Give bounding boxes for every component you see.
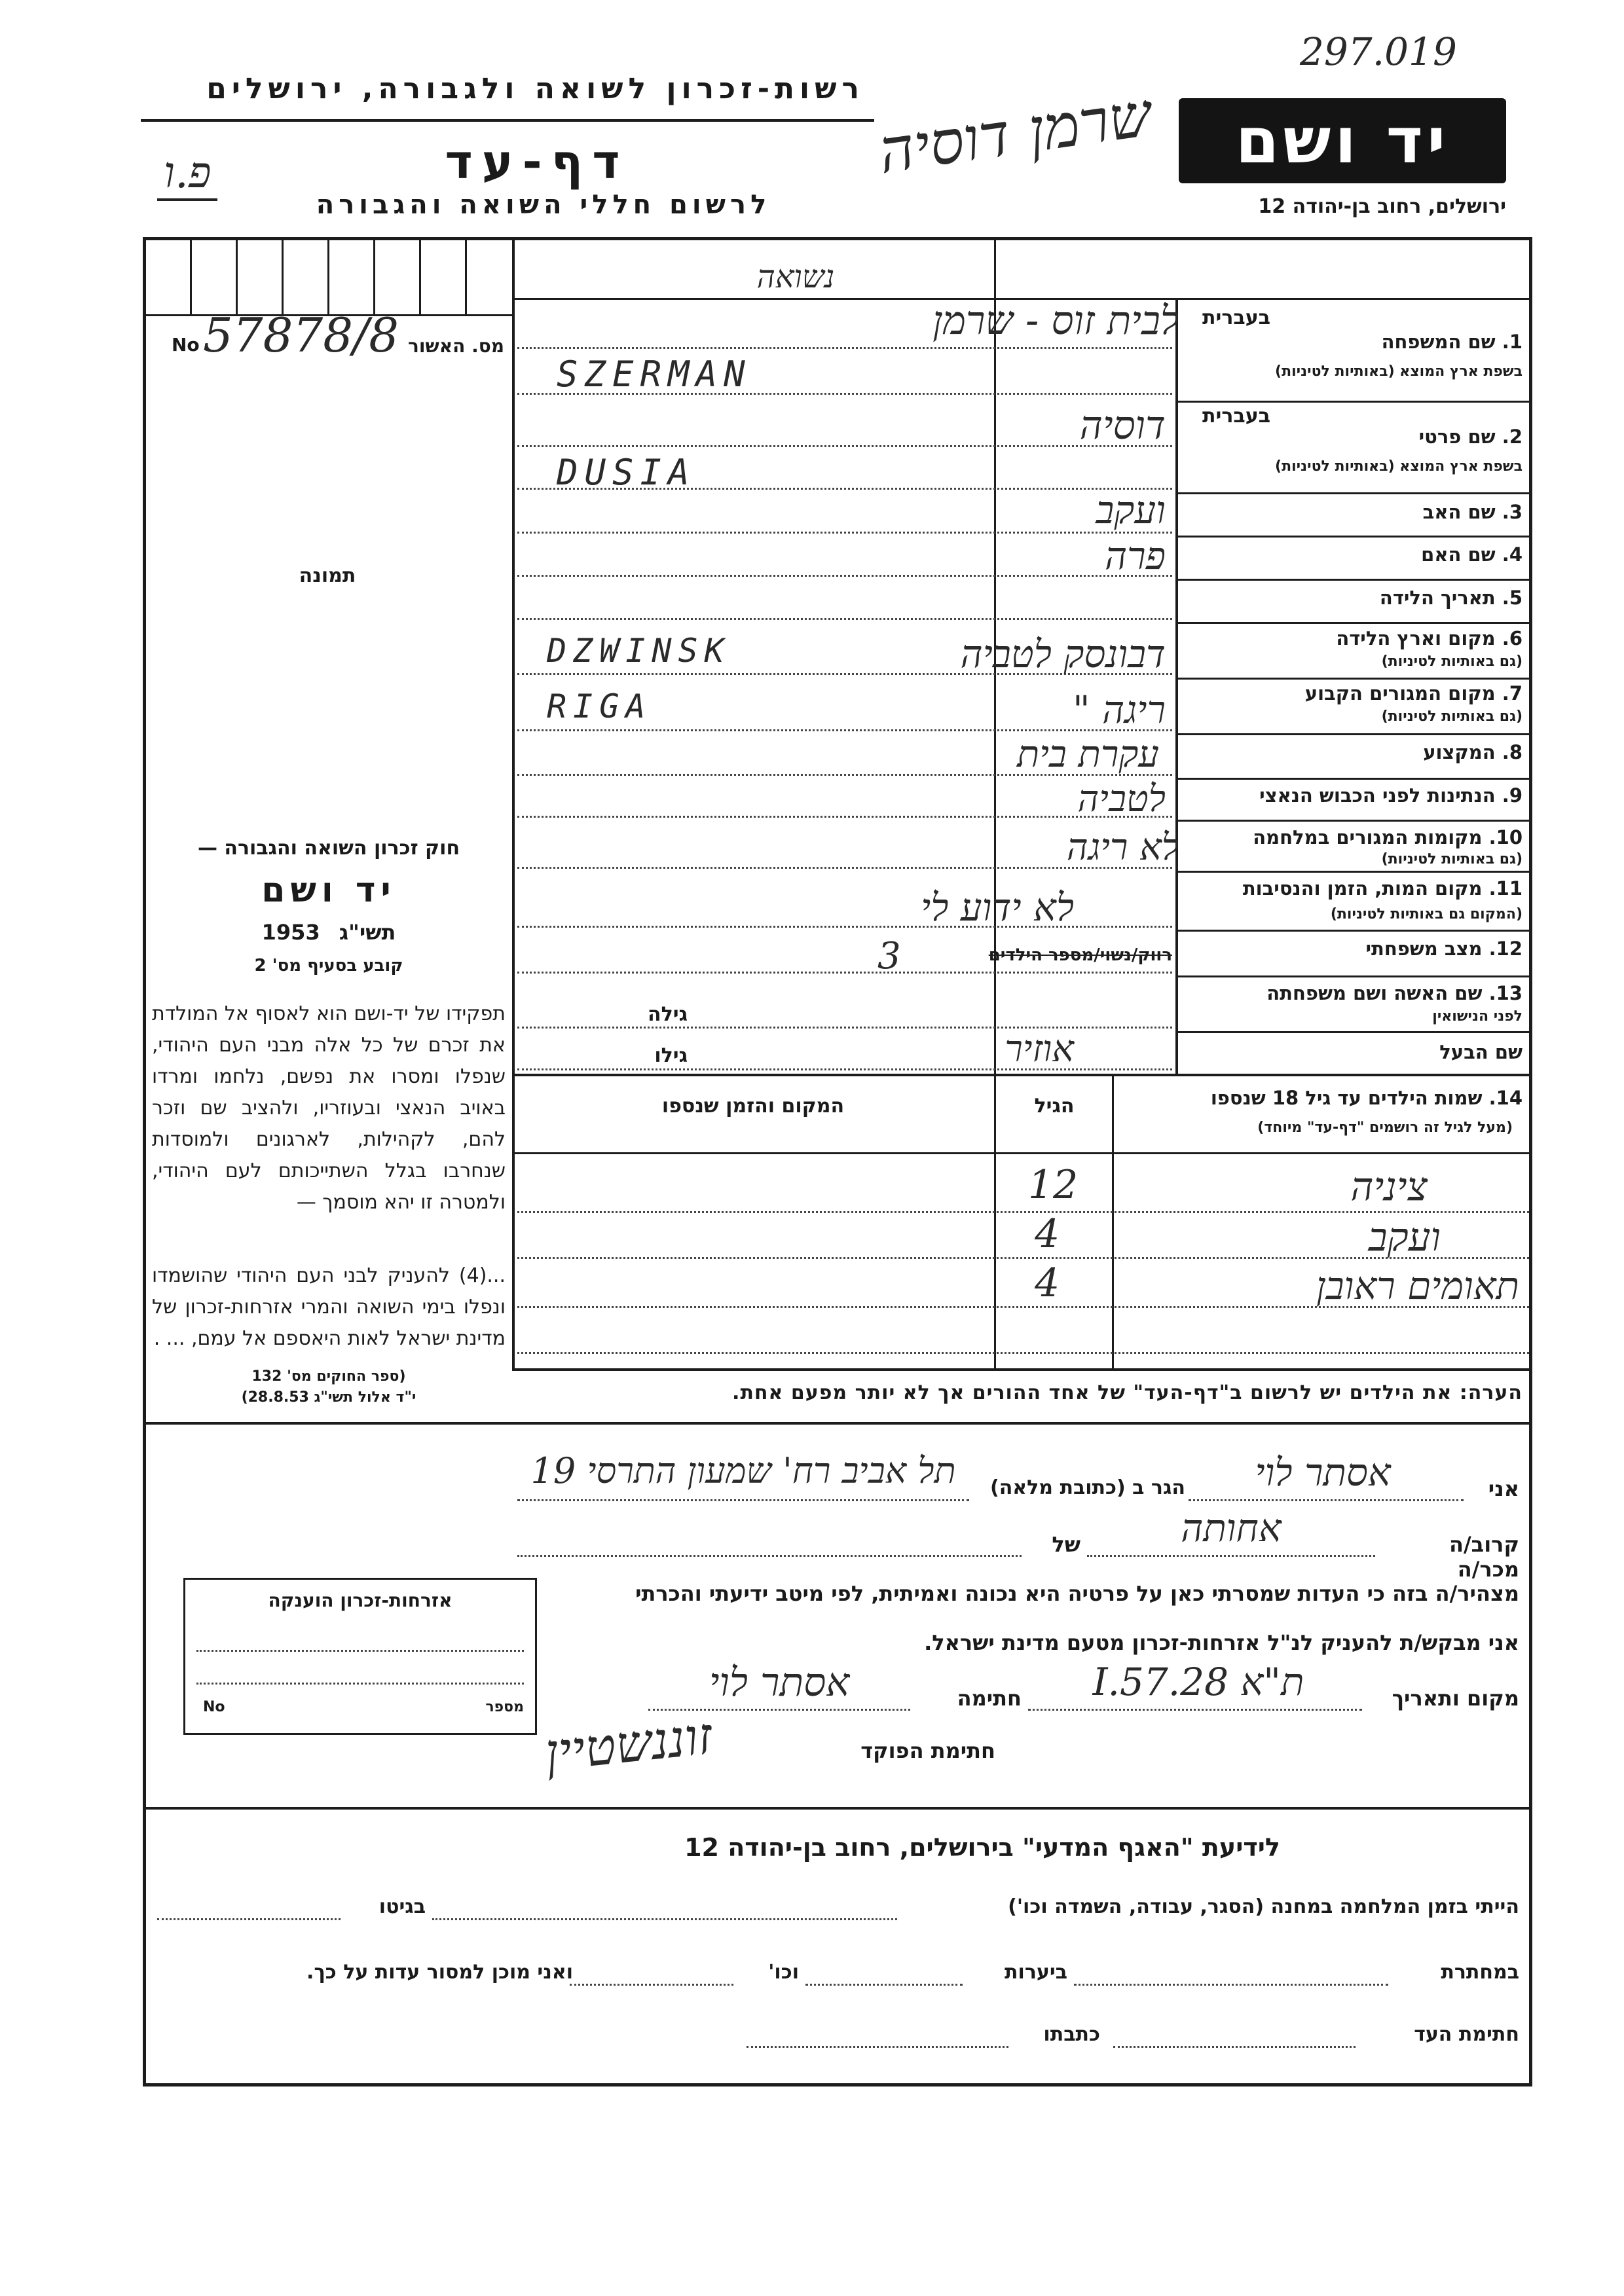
field-11-label	[1242, 877, 1522, 900]
footer-ghetto-label: בגיטו	[378, 1895, 426, 1918]
law-year-hebrew: תשי"ג	[339, 920, 396, 945]
photo-slot-divider	[327, 237, 329, 316]
row-separator	[1175, 492, 1532, 494]
children-row-line	[517, 1211, 1529, 1213]
handwritten-header-name: שרמן דוסיה	[874, 79, 1156, 187]
decl-name-line	[1189, 1499, 1464, 1501]
law-year-number: 1953	[261, 920, 320, 945]
field-13-sub: לפני הנישואין	[1432, 1008, 1522, 1025]
photo-slot-divider	[282, 237, 284, 316]
header-rule	[141, 119, 874, 122]
decl-name-value: אסתר לוי	[1255, 1450, 1391, 1495]
field-10-sub: (גם באותיות לטיניות)	[1381, 851, 1522, 867]
law-name: יד ושם	[261, 871, 396, 910]
field-12-name: מצב משפחתי	[1365, 938, 1483, 960]
field-6-value-hebrew: דבונסק לטביה	[960, 632, 1166, 676]
field-4-value: פרה	[1105, 534, 1166, 578]
photo-slot-divider	[419, 237, 421, 316]
photo-slot-divider	[190, 237, 192, 316]
field-11-number: 11.	[1488, 877, 1522, 900]
reg-number-prefix: No	[172, 334, 200, 355]
field-9-number: 9.	[1502, 784, 1522, 807]
row-separator	[1175, 536, 1532, 538]
photo-slot-divider	[236, 237, 238, 316]
footer-witness-sig-line	[1113, 2046, 1356, 2048]
field-4-number: 4.	[1502, 543, 1522, 566]
decl-signature-value: אסתר לוי	[709, 1660, 850, 1705]
field-2-value-latin: DUSIA	[557, 452, 696, 493]
law-title: חוק זכרון השואה והגבורה —	[197, 837, 460, 860]
note-bottom	[143, 1422, 1532, 1425]
field-12-number: 12.	[1488, 938, 1522, 960]
decl-address-line	[517, 1499, 969, 1501]
decl-residing-label: הגר ב (כתובת מלאה)	[989, 1476, 1185, 1499]
law-text: תפקידו של יד-ושם הוא לאסוף אל המולדת את זכרם של כל אלה מבני העם היהודי, שנפלו ומסרו את נפשם, נלחמו ומרדו באויב הנאצי ובעוזריו, ולהציב שם וזכר להם, לקהילות, לארגונים ולמוסדות שנחרבו בגלל השתייכותם לעם היהודי, ולמטרה זו יהא מוסמך —	[152, 1002, 506, 1214]
children-number: 14.	[1488, 1087, 1522, 1109]
decl-relation-line	[1087, 1555, 1375, 1557]
footer-etc-label: וכו'	[768, 1961, 799, 1984]
citizenship-number-label: מספר	[485, 1699, 524, 1715]
row-separator	[1175, 678, 1532, 680]
field-1-hebrew-tag: בעברית	[1202, 306, 1270, 329]
field-3-number: 3.	[1502, 501, 1522, 523]
field-2-hebrew-tag: בעברית	[1202, 405, 1270, 428]
form-subtitle: לרשום חללי השואה והגבורה	[316, 190, 771, 220]
photo-label: תמונה	[299, 564, 356, 587]
children-col-divider	[994, 1074, 996, 1368]
value-line	[517, 1027, 1172, 1029]
field-7-value-hebrew: ריגה "	[1073, 687, 1166, 732]
value-line	[517, 347, 1172, 349]
field-2-label	[1283, 426, 1522, 448]
law-source: (ספר החוקים מס' 132	[251, 1368, 406, 1385]
field-2-name: שם פרטי	[1418, 426, 1496, 448]
label-column-divider	[1175, 298, 1178, 1074]
citizenship-line	[196, 1683, 524, 1685]
children-col-place: המקום והזמן שנספו	[661, 1095, 845, 1118]
row-separator	[1175, 401, 1532, 403]
field-4-name: שם האם	[1421, 543, 1496, 566]
children-col-age: הגיל	[1034, 1095, 1075, 1118]
row-separator	[1175, 579, 1532, 581]
officer-signature: זוננשטיין	[542, 1706, 715, 1783]
husband-age-label: גילו	[654, 1044, 688, 1067]
logo-text: יד ושם	[1235, 104, 1450, 177]
field-10-number: 10.	[1488, 826, 1522, 848]
children-label	[1120, 1087, 1522, 1109]
field-13-label	[1266, 982, 1522, 1004]
field-13-name: שם האשה ושם משפחתה	[1266, 982, 1483, 1004]
handwritten-code: פ.ו	[157, 147, 217, 201]
note-text: הערה: את הילדים יש לרשום ב"דף-העד" של אחד ההורים אך לא יותר מפעם אחת.	[732, 1381, 1522, 1404]
field-7-number: 7.	[1502, 682, 1522, 704]
child-3-age: 4	[1035, 1260, 1060, 1306]
child-1-name: ציניה	[1350, 1164, 1428, 1210]
field-7-sub: (גם באותיות לטיניות)	[1381, 708, 1522, 725]
citizenship-no: No	[203, 1699, 225, 1715]
field-1-name: שם המשפחה	[1381, 331, 1496, 353]
child-1-age: 12	[1028, 1162, 1079, 1208]
decl-relation-value: אחותה	[1181, 1506, 1282, 1550]
field-5-name: תאריך הלידה	[1379, 587, 1496, 609]
footer-ready-text: ואני מוכן למסור עדות על כך.	[306, 1961, 573, 1984]
field-8-number: 8.	[1502, 741, 1522, 763]
archive-number: 297.019	[1300, 29, 1457, 74]
value-line	[517, 972, 1172, 974]
husband-value: אוזיר	[1005, 1028, 1074, 1070]
wife-age-label: גילה	[648, 1003, 688, 1026]
decl-statement-2: אני מבקש/ת להעניק לנ"ל אזרחות-זכרון מטעם מדינת ישראל.	[924, 1630, 1519, 1655]
field-10-label	[1253, 826, 1522, 848]
child-2-name: ועקב	[1368, 1214, 1441, 1260]
footer-ghetto-line	[157, 1918, 341, 1920]
photo-slot-divider	[373, 237, 375, 316]
field-4-label	[1283, 543, 1522, 566]
law-year	[149, 920, 508, 945]
footer-underground-line	[1074, 1984, 1388, 1986]
field-1-value-latin: SZERMAN	[557, 354, 752, 395]
children-bottom	[512, 1368, 1532, 1371]
decl-place-date-value: ת"א 28.I.57	[1092, 1660, 1304, 1704]
form-title: דף-עד	[445, 134, 629, 189]
row-separator	[1175, 871, 1532, 873]
yad-vashem-logo	[1179, 98, 1506, 183]
field-10-name: מקומות המגורים במלחמה	[1253, 826, 1483, 848]
footer-separator	[143, 1807, 1532, 1810]
footer-underground-label: במחתרת	[1441, 1961, 1519, 1984]
decl-of-label: של	[1052, 1532, 1080, 1557]
field-11-value: לא ידוע לי	[921, 885, 1074, 930]
footer-forest-label: ביערות	[1005, 1961, 1067, 1984]
left-column-divider	[512, 237, 515, 1370]
value-line	[517, 618, 1172, 620]
children-title: שמות הילדים עד גיל 18 שנספו	[1210, 1087, 1483, 1109]
field-2-value-hebrew: דוסיה	[1079, 403, 1166, 448]
row-separator	[1175, 778, 1532, 780]
authority-name: רשות-זכרון לשואה ולגבורה, ירושלים	[206, 72, 864, 105]
footer-etc-line	[570, 1984, 733, 1986]
footer-address-label: כתבתו	[1043, 2023, 1100, 2046]
row-separator	[1175, 975, 1532, 977]
field-6-sub: (גם באותיות לטיניות)	[1381, 653, 1522, 670]
children-row-line	[517, 1352, 1529, 1354]
row-separator	[1175, 930, 1532, 932]
reg-number-label: מס. האשור	[408, 335, 504, 357]
field-2-number: 2.	[1502, 426, 1522, 448]
row-separator	[1175, 622, 1532, 624]
field-8-label	[1283, 741, 1522, 763]
officer-label: חתימת הפוקד	[860, 1738, 995, 1763]
field-9-name: הנתינות לפני הכבוש הנאצי	[1259, 784, 1496, 807]
field-7-name: מקום המגורים הקבוע	[1304, 682, 1496, 704]
field-3-label	[1283, 501, 1522, 523]
row-separator	[1175, 820, 1532, 822]
field-9-label	[1259, 784, 1522, 807]
law-clause: קובע בסעיף מס' 2	[254, 956, 403, 975]
field-6-value-latin: DZWINSK	[547, 632, 731, 670]
decl-relation-label: קרוב/ה מכר/ה	[1449, 1532, 1519, 1582]
citizenship-title: אזרחות-זכרון הוענקה	[268, 1590, 452, 1611]
field-5-label	[1283, 587, 1522, 609]
field-1-sub: בשפת ארץ המוצא (באותיות לטיניות)	[1275, 363, 1522, 380]
field-1-label	[1283, 331, 1522, 353]
field-3-name: שם האב	[1422, 501, 1496, 523]
field-3-value: ועקב	[1096, 488, 1166, 532]
footer-forest-line	[805, 1984, 963, 1986]
field-1-value-hebrew: לבית זוס - שרמן	[932, 298, 1179, 344]
decl-signature-label: חתימה	[957, 1686, 1022, 1711]
decl-address-value: תל אביב רח' שמעון התרסי 19	[530, 1450, 956, 1491]
decl-statement-1: מצהיר/ה בזה כי העדות שמסרתי כאן על פרטיה היא נכונה ואמיתית, לפי מיטב ידיעתי והכרתי	[635, 1581, 1519, 1606]
row-separator	[512, 1074, 1532, 1076]
field-11-sub: (המקום גם באותיות לטיניות)	[1330, 906, 1522, 922]
field-12-label	[1283, 938, 1522, 960]
field-13-number: 13.	[1488, 982, 1522, 1004]
law-source-date: י"ד אלול תשי"ג 28.8.53)	[241, 1389, 416, 1406]
field-9-value: לטביה	[1077, 778, 1166, 820]
child-3-name: תאומים ראובן	[1316, 1264, 1519, 1308]
field-11-name: מקום המות, הזמן והנסיבות	[1242, 877, 1483, 900]
marital-options: רווק/נשוי/מספר הילדים	[988, 945, 1172, 965]
address: ירושלים, רחוב בן-יהודה 12	[1258, 195, 1506, 218]
field-6-number: 6.	[1502, 627, 1522, 649]
field-1-number: 1.	[1502, 331, 1522, 353]
footer-camp-label: הייתי בזמן המלחמה במחנה (הסגר, עבודה, השמדה וכו')	[1008, 1895, 1519, 1918]
field-2-sub: בשפת ארץ המוצא (באותיות לטיניות)	[1275, 458, 1522, 475]
photo-slot-divider	[465, 237, 467, 316]
field-6-label	[1283, 627, 1522, 649]
children-col-divider	[1112, 1074, 1114, 1368]
reg-number-value: 57878/8	[203, 308, 399, 363]
footer-address-line	[747, 2046, 1008, 2048]
footer-camp-line	[432, 1918, 897, 1920]
decl-place-date-line	[1028, 1709, 1362, 1711]
law-text-clause: ...(4) להעניק לבני העם היהודי שהושמדו ונפלו בימי השואה והמרי אזרחות-זכרון של מדינת ישראל לאות היאספם אל עמם, ... .	[152, 1264, 506, 1350]
field-7-value-latin: RIGA	[547, 687, 652, 725]
field-10-value: לא ריגה	[1066, 826, 1179, 869]
decl-place-date-label: מקום ותאריך	[1392, 1686, 1519, 1711]
field-1-note: נשואה	[756, 259, 835, 295]
footer-title: לידיעת "האגף המדעי" בירושלים, רחוב בן-יהודה 12	[684, 1833, 1280, 1862]
field-6-name: מקום וארץ הלידה	[1336, 627, 1496, 649]
footer-witness-sig-label: חתימת העד	[1414, 2023, 1519, 2046]
children-sub: (מעל לגיל זה רושמים "דף-עד" מיוחד)	[1257, 1120, 1513, 1136]
marital-children-count: 3	[877, 935, 901, 977]
value-line	[517, 1068, 1172, 1070]
decl-i-label: אני	[1488, 1476, 1519, 1501]
field-7-label	[1283, 682, 1522, 704]
row-separator	[1175, 733, 1532, 735]
children-header-bottom	[512, 1152, 1532, 1154]
husband-label: שם הבעל	[1439, 1041, 1522, 1063]
row-separator	[1175, 1031, 1532, 1033]
field-5-number: 5.	[1502, 587, 1522, 609]
field-8-name: המקצוע	[1423, 741, 1496, 763]
decl-of-line	[517, 1555, 1022, 1557]
citizenship-line	[196, 1650, 524, 1652]
field-8-value: עקרת בית	[1017, 733, 1159, 776]
child-2-age: 4	[1035, 1211, 1060, 1257]
